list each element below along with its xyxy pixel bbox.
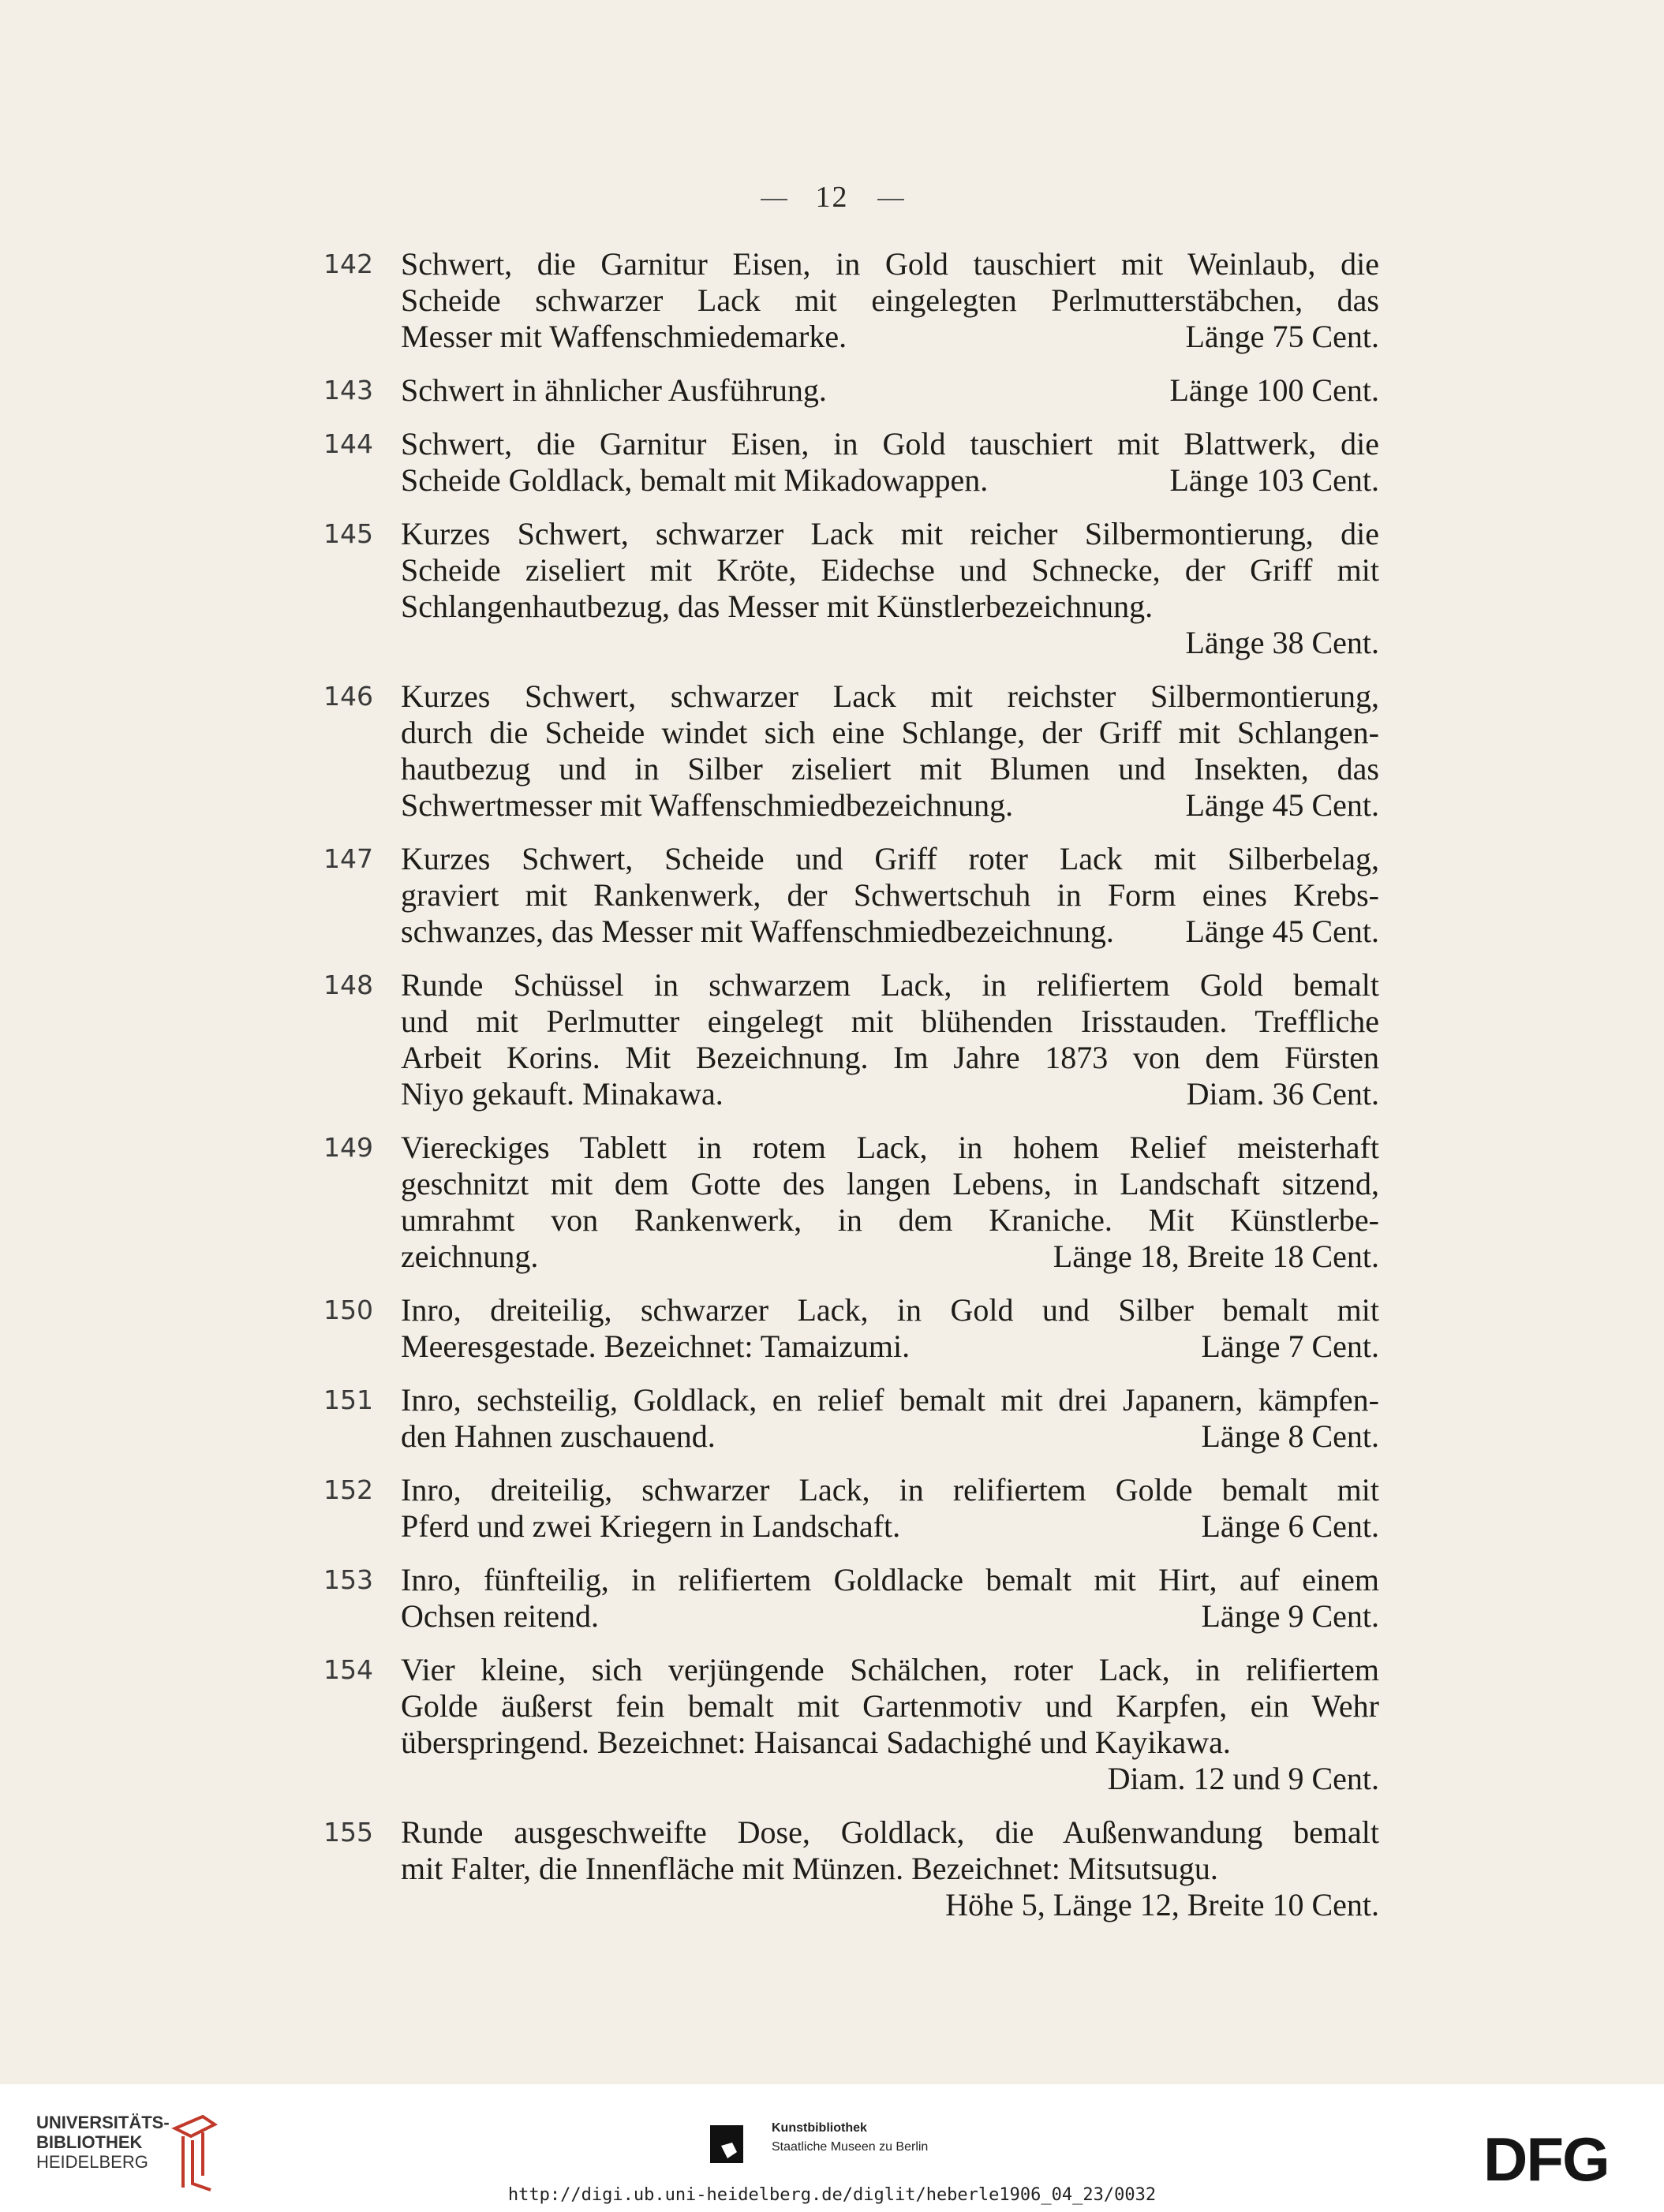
- page-number-text: 12: [815, 181, 849, 214]
- entry-measurement: Länge 6 Cent.: [1201, 1508, 1379, 1544]
- entry-line: Inro, dreiteilig, schwarzer Lack, in relifiertem Golde bemalt mit: [401, 1472, 1379, 1508]
- entry-description: [401, 678, 1379, 824]
- entry-last-line: [401, 914, 1379, 950]
- entry-number: 153: [323, 1564, 373, 1595]
- catalog-entry: [323, 1652, 1379, 1797]
- catalog-entry: [323, 1130, 1379, 1275]
- entry-line-text: Messer mit Waffenschmiedemarke.: [401, 319, 847, 354]
- entry-line: Golde äußerst fein bemalt mit Gartenmotiv und Karpfen, ein Wehr: [401, 1688, 1379, 1724]
- entry-measurement: Länge 9 Cent.: [1201, 1598, 1379, 1634]
- dash-left: [761, 199, 787, 200]
- university-library-logo[interactable]: [36, 2113, 241, 2191]
- entry-number: 146: [323, 681, 373, 712]
- entry-number: 144: [323, 428, 373, 459]
- entry-description: [401, 516, 1379, 661]
- entry-line: Arbeit Korins. Mit Bezeichnung. Im Jahre 1873 von dem Fürsten: [401, 1040, 1379, 1075]
- entry-number: 154: [323, 1654, 373, 1685]
- entry-last-line: [401, 787, 1379, 824]
- catalog-entry: [323, 967, 1379, 1112]
- entry-line: Kurzes Schwert, schwarzer Lack mit reicher Silbermontierung, die: [401, 516, 1379, 551]
- entry-description: [401, 246, 1379, 355]
- entry-description: [401, 1382, 1379, 1455]
- catalog-entry: [323, 1292, 1379, 1365]
- ub-line-3: HEIDELBERG: [36, 2152, 148, 2172]
- entry-number: 142: [323, 248, 373, 279]
- entry-line: durch die Scheide windet sich eine Schlange, der Griff mit Schlangen-: [401, 715, 1379, 750]
- entry-last-line: [401, 1328, 1379, 1365]
- entry-line-text: Ochsen reitend.: [401, 1598, 600, 1634]
- entry-description: [401, 841, 1379, 950]
- entry-line: Scheide schwarzer Lack mit eingelegten Perlmutterstäbchen, das: [401, 282, 1379, 318]
- entry-description: [401, 1292, 1379, 1365]
- entry-description: [401, 372, 1379, 409]
- entry-line: Schwert, die Garnitur Eisen, in Gold tauschiert mit Weinlaub, die: [401, 246, 1379, 282]
- permalink-url[interactable]: http://digi.ub.uni-heidelberg.de/diglit/heberle1906_04_23/0032: [507, 2185, 1157, 2205]
- ub-line-2: BIBLIOTHEK: [36, 2132, 143, 2152]
- entry-number: 143: [323, 375, 373, 405]
- entry-description: [401, 1130, 1379, 1275]
- catalog-entry: [323, 246, 1379, 355]
- entry-line: Inro, dreiteilig, schwarzer Lack, in Gold und Silber bemalt mit: [401, 1292, 1379, 1328]
- entry-line: Schwert, die Garnitur Eisen, in Gold tauschiert mit Blattwerk, die: [401, 426, 1379, 461]
- entry-line: geschnitzt mit dem Gotte des langen Lebens, in Landschaft sitzend,: [401, 1166, 1379, 1201]
- entry-description: [401, 1472, 1379, 1545]
- entry-line-text: mit Falter, die Innenfläche mit Münzen. Bezeichnet: Mitsutsugu.: [401, 1851, 1218, 1886]
- entry-last-line: [401, 1724, 1379, 1761]
- entry-measurement-line: [401, 1887, 1379, 1923]
- entry-line-text: Schwert in ähnlicher Ausführung.: [401, 372, 827, 408]
- entry-number: 148: [323, 970, 373, 1000]
- entry-line-text: Pferd und zwei Kriegern in Landschaft.: [401, 1508, 901, 1544]
- entry-line: umrahmt von Rankenwerk, in dem Kraniche. Mit Künstlerbe-: [401, 1202, 1379, 1238]
- entry-line-text: Niyo gekauft. Minakawa.: [401, 1076, 724, 1112]
- ub-logo-text: [36, 2113, 170, 2172]
- entry-number: 155: [323, 1817, 373, 1848]
- entry-description: [401, 1562, 1379, 1635]
- catalog-entry: [323, 516, 1379, 661]
- entry-last-line: [401, 1239, 1379, 1275]
- entry-measurement: Diam. 36 Cent.: [1186, 1076, 1379, 1112]
- entry-line: und mit Perlmutter eingelegt mit blühenden Irisstauden. Treffliche: [401, 1003, 1379, 1039]
- entry-number: 150: [323, 1295, 373, 1325]
- entry-measurement: Länge 45 Cent.: [1185, 787, 1379, 823]
- catalog-entry: [323, 678, 1379, 824]
- entry-number: 145: [323, 518, 373, 549]
- entry-measurement: Länge 18, Breite 18 Cent.: [1053, 1239, 1379, 1274]
- entry-measurement-line: [401, 625, 1379, 661]
- entry-line-text: Meeresgestade. Bezeichnet: Tamaizumi.: [401, 1328, 911, 1364]
- entry-line: Kurzes Schwert, Scheide und Griff roter Lack mit Silberbelag,: [401, 841, 1379, 876]
- entry-line: Scheide ziseliert mit Kröte, Eidechse und Schnecke, der Griff mit: [401, 552, 1379, 588]
- entry-line: Kurzes Schwert, schwarzer Lack mit reichster Silbermontierung,: [401, 678, 1379, 714]
- entry-last-line: [401, 1418, 1379, 1455]
- entry-description: [401, 1814, 1379, 1923]
- entry-number: 152: [323, 1474, 373, 1505]
- entry-line-text: Schwertmesser mit Waffenschmiedbezeichnung.: [401, 787, 1014, 823]
- entry-line: Vier kleine, sich verjüngende Schälchen, roter Lack, in relifiertem: [401, 1652, 1379, 1687]
- entry-last-line: [401, 372, 1379, 409]
- entry-line-text: Scheide Goldlack, bemalt mit Mikadowappen.: [401, 462, 989, 498]
- entry-measurement: Länge 45 Cent.: [1185, 914, 1379, 949]
- catalog-entry: [323, 372, 1379, 409]
- catalog-entries: [323, 246, 1379, 1941]
- entry-measurement-line: [401, 1761, 1379, 1797]
- entry-measurement: Länge 7 Cent.: [1201, 1328, 1379, 1364]
- entry-last-line: [401, 1508, 1379, 1545]
- entry-measurement: Länge 8 Cent.: [1201, 1418, 1379, 1454]
- entry-last-line: [401, 588, 1379, 625]
- entry-line: Runde ausgeschweifte Dose, Goldlack, die Außenwandung bemalt: [401, 1814, 1379, 1850]
- entry-last-line: [401, 1851, 1379, 1887]
- entry-line: Inro, fünfteilig, in relifiertem Goldlacke bemalt mit Hirt, auf einem: [401, 1562, 1379, 1597]
- entry-line: Runde Schüssel in schwarzem Lack, in relifiertem Gold bemalt: [401, 967, 1379, 1003]
- entry-line-text: überspringend. Bezeichnet: Haisancai Sadachighé und Kayikawa.: [401, 1724, 1231, 1760]
- catalog-entry: [323, 426, 1379, 499]
- ub-line-1: UNIVERSITÄTS-: [36, 2113, 170, 2132]
- kb-logo-text: [772, 2119, 928, 2157]
- entry-line: graviert mit Rankenwerk, der Schwertschuh in Form eines Krebs-: [401, 877, 1379, 913]
- dash-right: [877, 199, 904, 200]
- catalog-entry: [323, 841, 1379, 950]
- entry-line-text: Schlangenhautbezug, das Messer mit Künstlerbezeichnung.: [401, 588, 1154, 624]
- entry-number: 147: [323, 843, 373, 874]
- entry-last-line: [401, 462, 1379, 499]
- entry-line: Viereckiges Tablett in rotem Lack, in hohem Relief meisterhaft: [401, 1130, 1379, 1165]
- entry-measurement: Länge 103 Cent.: [1169, 462, 1379, 498]
- entry-measurement: Länge 38 Cent.: [1185, 625, 1379, 660]
- ub-emblem-icon: [167, 2113, 222, 2191]
- entry-last-line: [401, 1598, 1379, 1635]
- entry-line-text: zeichnung.: [401, 1239, 539, 1274]
- entry-last-line: [401, 1076, 1379, 1112]
- catalog-entry: [323, 1382, 1379, 1455]
- entry-description: [401, 967, 1379, 1112]
- entry-number: 151: [323, 1384, 373, 1415]
- catalog-entry: [323, 1814, 1379, 1923]
- dfg-logo[interactable]: DFG: [1483, 2124, 1609, 2194]
- kb-line-2: Staatliche Museen zu Berlin: [772, 2140, 929, 2154]
- entry-line: hautbezug und in Silber ziseliert mit Blumen und Insekten, das: [401, 751, 1379, 787]
- entry-line-text: schwanzes, das Messer mit Waffenschmiedbezeichnung.: [401, 914, 1114, 949]
- kb-line-1: Kunstbibliothek: [772, 2121, 867, 2135]
- entry-description: [401, 426, 1379, 499]
- kb-emblem-icon: [710, 2125, 743, 2163]
- catalog-entry: [323, 1472, 1379, 1545]
- entry-last-line: [401, 319, 1379, 355]
- page-number: [0, 180, 1664, 215]
- entry-measurement: Länge 75 Cent.: [1185, 319, 1379, 354]
- entry-measurement: Höhe 5, Länge 12, Breite 10 Cent.: [945, 1887, 1379, 1922]
- entry-line-text: den Hahnen zuschauend.: [401, 1418, 716, 1454]
- entry-description: [401, 1652, 1379, 1797]
- entry-number: 149: [323, 1132, 373, 1163]
- entry-line: Inro, sechsteilig, Goldlack, en relief bemalt mit drei Japanern, kämpfen-: [401, 1382, 1379, 1418]
- entry-measurement: Diam. 12 und 9 Cent.: [1107, 1761, 1379, 1796]
- catalog-entry: [323, 1562, 1379, 1635]
- entry-measurement: Länge 100 Cent.: [1169, 372, 1379, 408]
